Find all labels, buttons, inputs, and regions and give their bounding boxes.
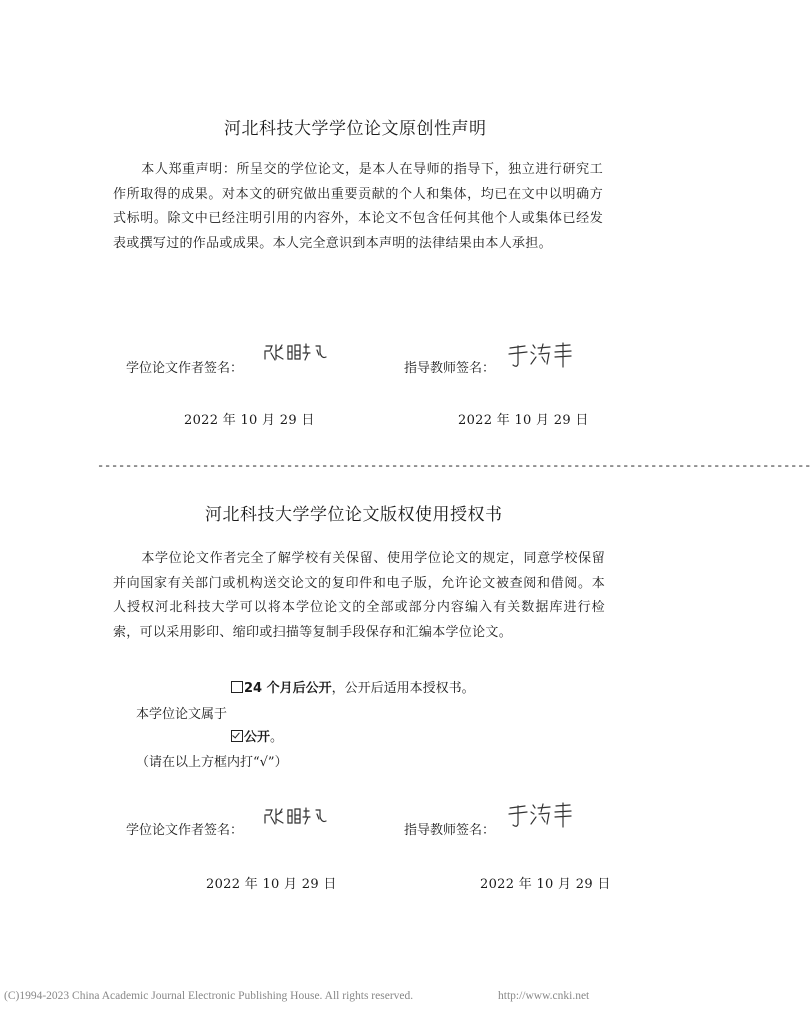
option-public-checkbox[interactable] — [231, 730, 243, 742]
author-signature-label-2: 学位论文作者签名： — [126, 823, 244, 838]
advisor-signature-image — [507, 340, 577, 370]
copyright-title: 河北科技大学学位论文版权使用授权书 — [205, 505, 503, 525]
originality-paragraph — [113, 158, 603, 256]
checkbox-instruction: （请在以上方框内打“√”） — [136, 755, 288, 770]
author-sign-date: 2022 年 10 月 29 日 — [184, 413, 315, 428]
advisor-signature-image-2 — [507, 800, 577, 830]
option-public-label: 公开 — [244, 730, 271, 745]
footer-copyright: (C)1994-2023 China Academic Journal Electronic Publishing House. All rights reserved. — [4, 990, 414, 1002]
option-24-months-checkbox[interactable] — [231, 681, 243, 693]
copyright-paragraph-text: 本学位论文作者完全了解学校有关保留、使用学位论文的规定，同意学校保留并向国家有关部门或机构送交论文的复印件和电子版，允许论文被查阅和借阅。本人授权河北科技大学可以将本学位论文的全部或部分内容编入有关数据库进行检索，可以采用影印、缩印或扫描等复制手段保存和汇编本学位论文。 — [113, 551, 605, 640]
option-24-months — [231, 677, 475, 696]
author-signature-label: 学位论文作者签名： — [126, 361, 244, 376]
author-sign-date-2: 2022 年 10 月 29 日 — [206, 877, 337, 892]
belongs-label: 本学位论文属于 — [136, 707, 228, 722]
option-24-months-note: ，公开后适用本授权书。 — [331, 681, 475, 696]
option-public — [231, 726, 283, 745]
footer-url[interactable]: http://www.cnki.net — [498, 990, 590, 1002]
author-signature-image-2 — [262, 805, 328, 827]
option-public-note: 。 — [270, 730, 284, 745]
advisor-signature-label: 指导教师签名： — [404, 361, 496, 376]
advisor-sign-date: 2022 年 10 月 29 日 — [458, 413, 589, 428]
originality-paragraph-text: 本人郑重声明：所呈交的学位论文，是本人在导师的指导下，独立进行研究工作所取得的成果。对本文的研究做出重要贡献的个人和集体，均已在文中以明确方式标明。除文中已经注明引用的内容外，本论文不包含任何其他个人或集体已经发表或撰写过的作品或成果。本人完全意识到本声明的法律结果由本人承担。 — [113, 162, 603, 251]
originality-title: 河北科技大学学位论文原创性声明 — [224, 119, 487, 139]
copyright-paragraph — [113, 547, 605, 645]
author-signature-image — [262, 341, 328, 363]
option-24-months-label: 24 个月后公开 — [244, 681, 332, 696]
section-divider: ------------------------------------------------------------------------------------------------------ — [97, 459, 811, 473]
advisor-signature-label-2: 指导教师签名： — [404, 823, 496, 838]
advisor-sign-date-2: 2022 年 10 月 29 日 — [480, 877, 611, 892]
